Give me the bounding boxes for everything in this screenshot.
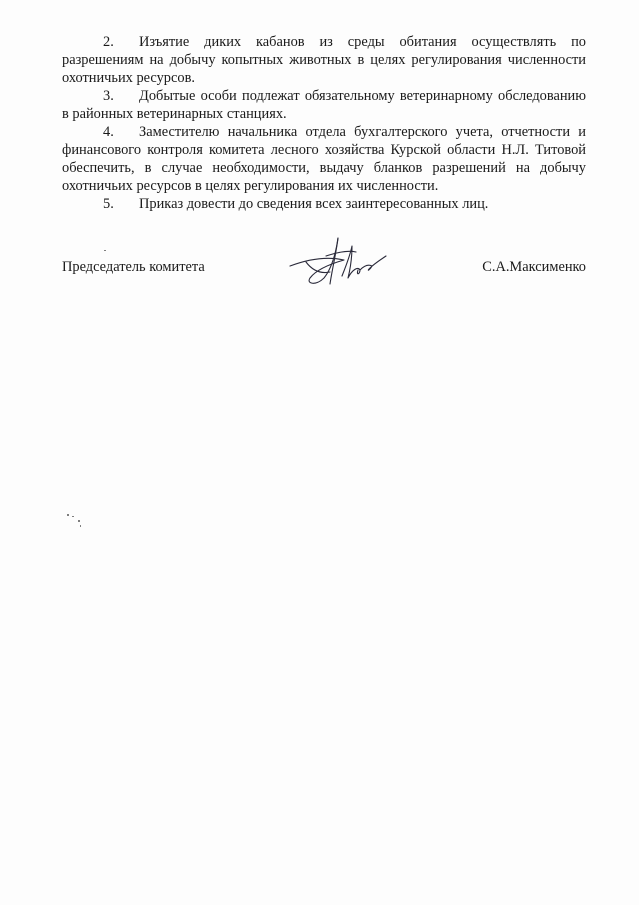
scan-speck: [72, 516, 74, 517]
item-number: 4.: [103, 124, 114, 140]
item-text: Приказ довести до сведения всех заинтересованных лиц.: [139, 196, 489, 212]
item-number: 5.: [103, 196, 114, 212]
order-item-5: [62, 195, 586, 213]
item-text: Заместителю начальника отдела бухгалтерского учета, отчетности и финансового контроля комитета лесного хозяйства Курской области Н.Л. Титовой обеспечить, в случае необходимости, выдачу бланков разрешений на добычу охотничьих ресурсов в целях регулирования их численности.: [62, 124, 586, 194]
scan-speck: [67, 514, 69, 516]
order-item-3: [62, 87, 586, 123]
item-text: Добытые особи подлежат обязательному ветеринарному обследованию в районных ветеринарных станциях.: [62, 88, 586, 122]
signatory-position: Председатель комитета: [62, 259, 205, 275]
item-text: Изъятие диких кабанов из среды обитания осуществлять по разрешениям на добычу копытных животных в целях регулирования численности охотничьих ресурсов.: [62, 34, 586, 86]
order-body: [62, 33, 586, 213]
item-number: 2.: [103, 34, 114, 50]
handwritten-signature: [286, 226, 396, 292]
signatory-name: С.А.Максименко: [482, 259, 586, 275]
item-number: 3.: [103, 88, 114, 104]
order-item-2: [62, 33, 586, 87]
order-item-4: [62, 123, 586, 195]
scan-speck: [80, 525, 81, 527]
scan-speck: [78, 520, 80, 522]
scan-speck: [104, 250, 106, 251]
